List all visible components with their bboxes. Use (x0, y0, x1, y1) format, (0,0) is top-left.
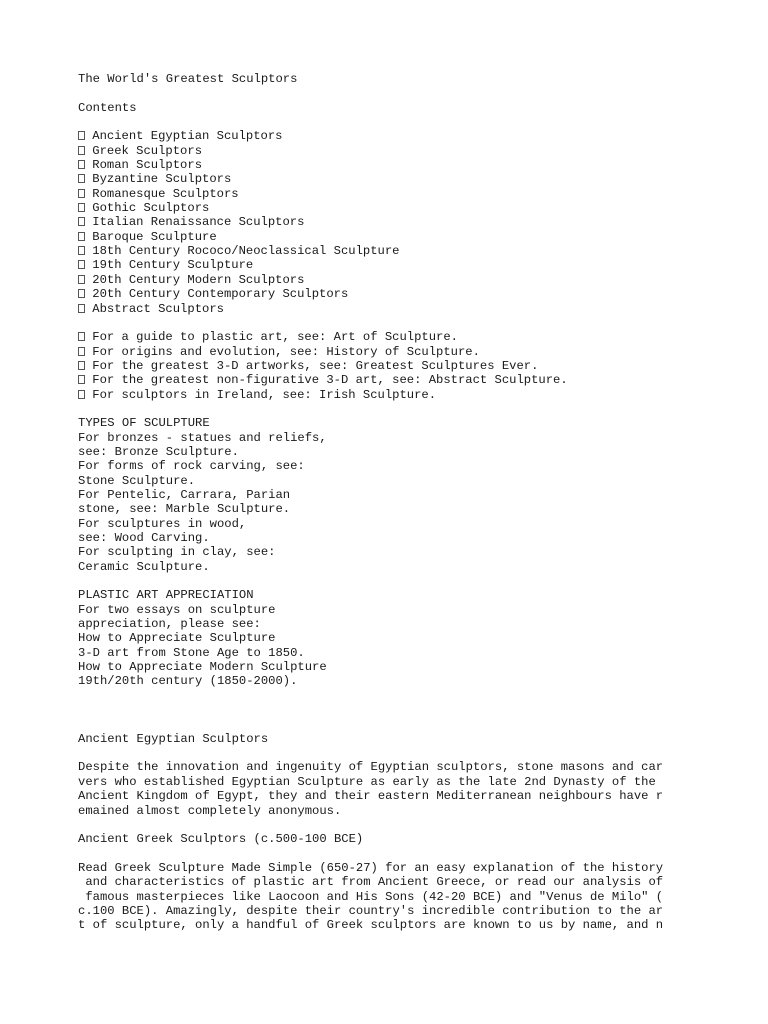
contents-item[interactable]: Byzantine Sculptors (78, 172, 698, 186)
types-line: For Pentelic, Carrara, Parian (78, 487, 291, 502)
contents-item[interactable]: 19th Century Sculpture (78, 258, 698, 272)
document-title: The World's Greatest Sculptors (78, 72, 298, 86)
types-link[interactable]: see: Bronze Sculpture. (78, 444, 239, 459)
appreciation-link[interactable]: How to Appreciate Sculpture (78, 631, 276, 646)
contents-item[interactable]: Baroque Sculpture (78, 230, 698, 244)
paragraph-line: c.100 BCE). Amazingly, despite their country's incredible contribution to the ar (78, 903, 664, 918)
types-link[interactable]: see: Wood Carving. (78, 531, 210, 545)
appreciation-line: For two essays on sculpture (78, 602, 276, 617)
bullet-icon (78, 146, 85, 155)
bullet-icon (78, 174, 85, 183)
types-link[interactable]: Stone Sculpture. (78, 473, 196, 488)
types-line: For forms of rock carving, see: (78, 459, 305, 474)
guide-links (78, 330, 698, 402)
guide-link[interactable]: For the greatest non-figurative 3-D art, see: Abstract Sculpture. (78, 373, 698, 387)
greek-section (78, 832, 698, 932)
bullet-icon (78, 361, 85, 370)
guide-link[interactable]: For a guide to plastic art, see: Art of Sculpture. (78, 330, 698, 344)
contents-heading: Contents (78, 100, 137, 115)
guide-link[interactable]: For sculptors in Ireland, see: Irish Sculpture. (78, 388, 698, 402)
contents-item[interactable]: Romanesque Sculptors (78, 187, 698, 201)
bullet-icon (78, 375, 85, 384)
types-line: For bronzes - statues and reliefs, (78, 430, 327, 445)
appreciation-line: 3-D art from Stone Age to 1850. (78, 645, 305, 660)
paragraph-line: Read Greek Sculpture Made Simple (650-27) for an easy explanation of the history (78, 860, 664, 875)
contents-item[interactable]: 20th Century Modern Sculptors (78, 273, 698, 287)
contents-item[interactable]: Roman Sculptors (78, 158, 698, 172)
types-link[interactable]: Ceramic Sculpture. (78, 559, 210, 574)
bullet-icon (78, 131, 85, 140)
contents-item[interactable]: Ancient Egyptian Sculptors (78, 129, 698, 143)
types-heading: TYPES OF SCULPTURE (78, 416, 210, 431)
guide-link[interactable]: For origins and evolution, see: History of Sculpture. (78, 345, 698, 359)
document-page (78, 72, 698, 933)
appreciation-line: 19th/20th century (1850-2000). (78, 674, 298, 689)
types-link[interactable]: stone, see: Marble Sculpture. (78, 502, 291, 517)
appreciation-link[interactable]: How to Appreciate Modern Sculpture (78, 660, 327, 675)
bullet-icon (78, 189, 85, 198)
paragraph-line: emained almost completely anonymous. (78, 803, 342, 818)
contents-item[interactable]: Greek Sculptors (78, 144, 698, 158)
egyptian-section (78, 732, 698, 818)
paragraph-line: Ancient Kingdom of Egypt, they and their eastern Mediterranean neighbours have r (78, 789, 664, 804)
paragraph-line: t of sculpture, only a handful of Greek sculptors are known to us by name, and n (78, 918, 664, 933)
contents-item[interactable]: 20th Century Contemporary Sculptors (78, 287, 698, 301)
bullet-icon (78, 246, 85, 255)
contents-item[interactable]: 18th Century Rococo/Neoclassical Sculpture (78, 244, 698, 258)
paragraph-line: vers who established Egyptian Sculpture as early as the late 2nd Dynasty of the (78, 774, 656, 789)
contents-item[interactable]: Gothic Sculptors (78, 201, 698, 215)
paragraph-line: Despite the innovation and ingenuity of Egyptian sculptors, stone masons and car (78, 760, 664, 775)
bullet-icon (78, 217, 85, 226)
bullet-icon (78, 390, 85, 399)
contents-list (78, 129, 698, 315)
appreciation-section (78, 588, 698, 688)
bullet-icon (78, 160, 85, 169)
guide-link[interactable]: For the greatest 3-D artworks, see: Greatest Sculptures Ever. (78, 359, 698, 373)
types-line: For sculpting in clay, see: (78, 545, 276, 560)
contents-item[interactable]: Abstract Sculptors (78, 302, 698, 316)
bullet-icon (78, 332, 85, 341)
bullet-icon (78, 289, 85, 298)
types-section (78, 416, 698, 574)
appreciation-line: appreciation, please see: (78, 617, 261, 632)
paragraph-line: famous masterpieces like Laocoon and His Sons (42-20 BCE) and "Venus de Milo" ( (78, 889, 664, 904)
contents-item[interactable]: Italian Renaissance Sculptors (78, 215, 698, 229)
appreciation-heading: PLASTIC ART APPRECIATION (78, 588, 254, 603)
section-heading: Ancient Egyptian Sculptors (78, 731, 269, 746)
bullet-icon (78, 275, 85, 284)
section-heading: Ancient Greek Sculptors (c.500-100 BCE) (78, 832, 364, 847)
bullet-icon (78, 232, 85, 241)
types-line: For sculptures in wood, (78, 516, 247, 531)
bullet-icon (78, 304, 85, 313)
bullet-icon (78, 260, 85, 269)
bullet-icon (78, 347, 85, 356)
paragraph-line: and characteristics of plastic art from Ancient Greece, or read our analysis of (78, 875, 664, 890)
bullet-icon (78, 203, 85, 212)
